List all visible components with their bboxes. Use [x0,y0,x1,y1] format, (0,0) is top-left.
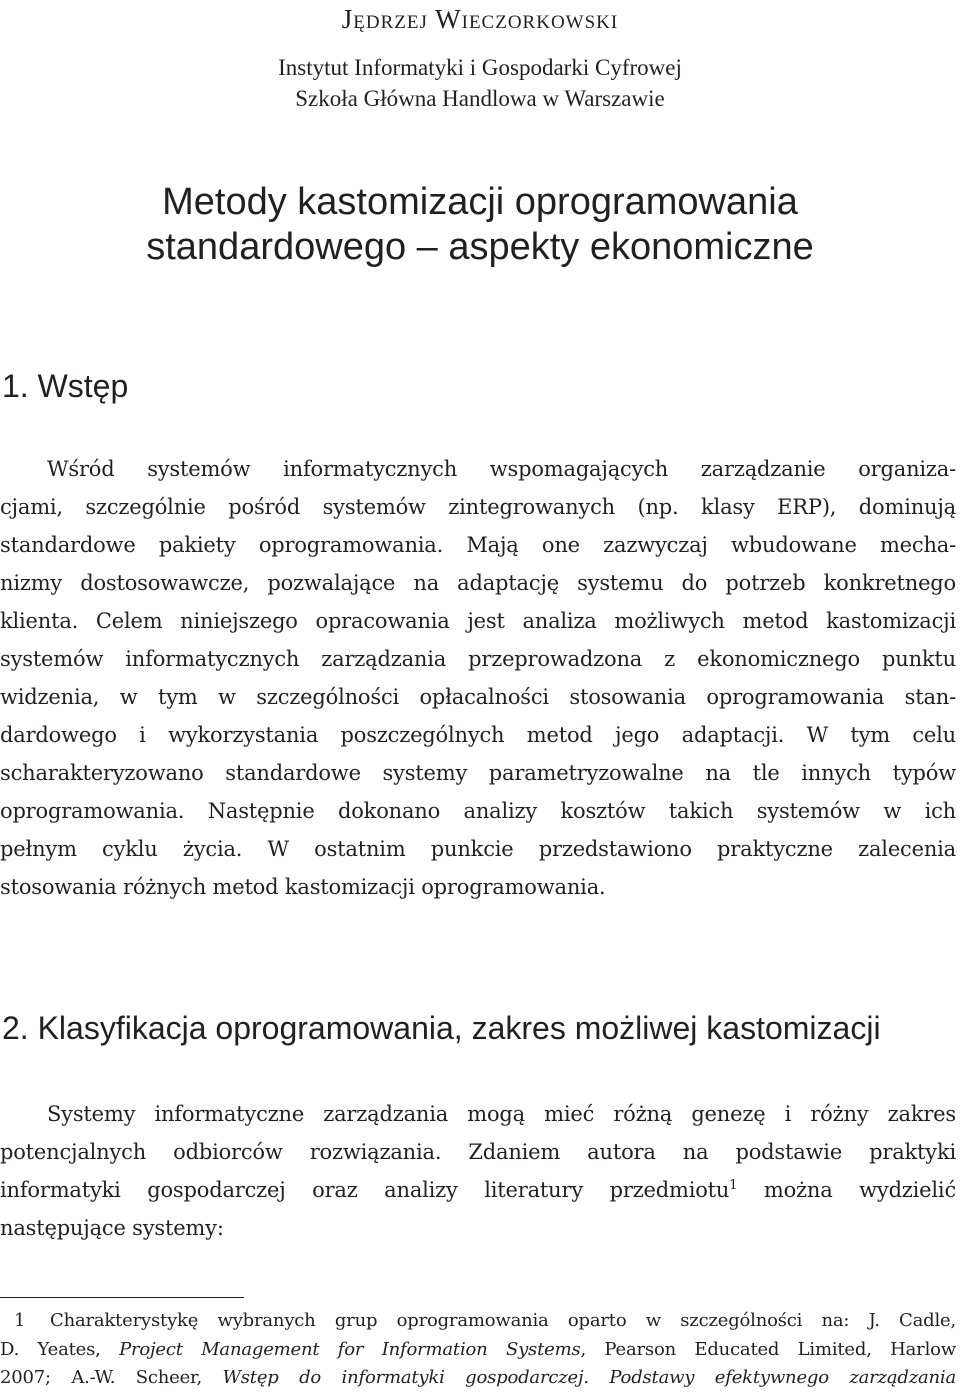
footnote-line [0,1338,956,1362]
footnote-text: 2007; A.-W. Scheer, [0,1367,223,1388]
paragraph-line: Systemy informatyczne zarządzania mogą mieć różną genezę i różny zakres [47,1102,956,1126]
paragraph-line: standardowe pakiety oprogramowania. Mają one zazwyczaj wbudowane mecha- [0,533,956,557]
section-heading-classification: 2. Klasyfikacja oprogramowania, zakres możliwej kastomizacji [2,1010,881,1046]
paragraph-line: potencjalnych odbiorców rozwiązania. Zdaniem autora na podstawie praktyki [0,1140,956,1164]
footnote-text: D. Yeates, [0,1339,120,1360]
footnote-text: , Pearson Educated Limited, Harlow [580,1339,956,1360]
affiliation-school: Szkoła Główna Handlowa w Warszawie [295,86,665,111]
footnote-divider [0,1297,244,1298]
paragraph-line: widzenia, w tym w szczególności opłacalności stosowania oprogramowania stan- [0,685,956,709]
footnote-text: Charakterystykę wybranych grup oprogramowania oparto w szczególności na: J. Cadle, [50,1310,956,1331]
paragraph-text: informatyki gospodarczej oraz analizy literatury przedmiotu [0,1178,730,1202]
affiliation-institute: Instytut Informatyki i Gospodarki Cyfrowej [278,55,682,80]
paragraph-line: cjami, szczególnie pośród systemów zintegrowanych (np. klasy ERP), dominują [0,495,956,519]
paragraph-line: następujące systemy: [0,1216,224,1240]
footnote-book-title: Wstęp do informatyki gospodarczej [222,1367,584,1388]
paragraph-line: scharakteryzowano standardowe systemy parametryzowalne na tle innych typów [0,761,956,785]
footnote-book-title: Podstawy efektywnego zarządzania [609,1367,956,1388]
footnote-line [0,1309,956,1333]
paragraph-line: oprogramowania. Następnie dokonano analizy kosztów takich systemów w ich [0,799,956,823]
paper-title-line-1: Metody kastomizacji oprogramowania [162,181,798,223]
footnote-reference[interactable]: 1 [729,1178,738,1193]
section-heading-introduction: 1. Wstęp [2,368,129,404]
paper-title-line-2: standardowego – aspekty ekonomiczne [146,226,814,268]
paragraph-line: dardowego i wykorzystania poszczególnych metod jego adaptacji. W tym celu [0,723,956,747]
paragraph-line: stosowania różnych metod kastomizacji oprogramowania. [0,875,606,899]
paragraph-line: Wśród systemów informatycznych wspomagających zarządzanie organiza- [47,457,956,481]
paragraph-line: klienta. Celem niniejszego opracowania jest analiza możliwych metod kastomizacji [0,609,956,633]
paragraph-text: można wydzielić [737,1178,957,1202]
paragraph-line: pełnym cyklu życia. W ostatnim punkcie przedstawiono praktyczne zalecenia [0,837,956,861]
footnote-text: . [583,1367,610,1388]
paragraph-line: systemów informatycznych zarządzania przeprowadzona z ekonomicznego punktu [0,647,956,671]
footnote-line [0,1366,956,1390]
footnote-number: 1 [14,1310,26,1331]
paragraph-line [0,1176,956,1204]
paper-title [0,180,960,270]
author-name: Jędrzej Wieczorkowski [341,4,619,34]
paragraph-line: nizmy dostosowawcze, pozwalające na adaptację systemu do potrzeb konkretnego [0,571,956,595]
footnote-book-title: Project Management for Information Systems [119,1339,581,1360]
